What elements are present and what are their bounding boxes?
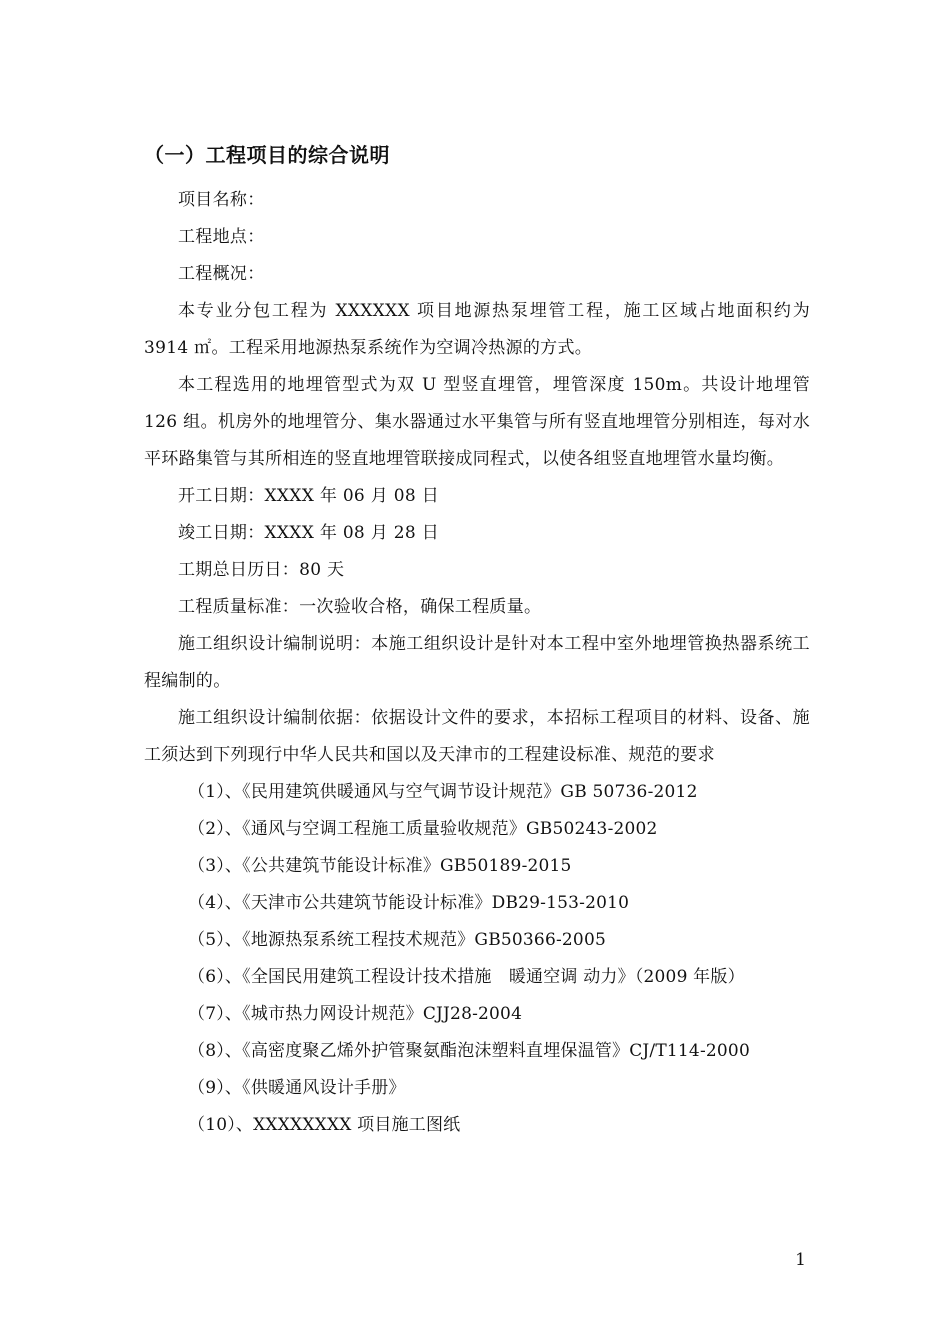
reference-list <box>144 774 810 1144</box>
paragraph-pipe-type: 本工程选用的地埋管型式为双 U 型竖直埋管，埋管深度 150m。共设计地埋管 126 组。机房外的地埋管分、集水器通过水平集管与所有竖直地埋管分别相连，每对水平环路集管与其所相连的竖直地埋管联接成同程式，以使各组竖直地埋管水量均衡。 <box>144 375 810 469</box>
paragraph-design-basis: 施工组织设计编制依据：依据设计文件的要求，本招标工程项目的材料、设备、施工须达到下列现行中华人民共和国以及天津市的工程建设标准、规范的要求 <box>144 708 810 765</box>
reference-item: （8）、《高密度聚乙烯外护管聚氨酯泡沫塑料直埋保温管》CJ/T114-2000 <box>188 1041 750 1061</box>
paragraph-duration: 工期总日历日：80 天 <box>178 560 345 580</box>
field-project-name: 项目名称： <box>178 190 265 210</box>
reference-item: （7）、《城市热力网设计规范》CJJ28-2004 <box>188 1004 523 1024</box>
field-project-location: 工程地点： <box>178 227 265 247</box>
reference-item: （2）、《通风与空调工程施工质量验收规范》GB50243-2002 <box>188 819 658 839</box>
paragraph-quality: 工程质量标准：一次验收合格，确保工程质量。 <box>178 597 542 617</box>
reference-item: （10）、XXXXXXXX 项目施工图纸 <box>188 1115 461 1135</box>
section-heading: （一）工程项目的综合说明 <box>144 143 390 167</box>
reference-item: （5）、《地源热泵系统工程技术规范》GB50366-2005 <box>188 930 606 950</box>
paragraph-design-note: 施工组织设计编制说明：本施工组织设计是针对本工程中室外地埋管换热器系统工程编制的。 <box>144 634 810 691</box>
paragraph-intro: 本专业分包工程为 XXXXXX 项目地源热泵埋管工程，施工区域占地面积约为 3914 ㎡。工程采用地源热泵系统作为空调冷热源的方式。 <box>144 301 810 358</box>
reference-item: （3）、《公共建筑节能设计标准》GB50189-2015 <box>188 856 572 876</box>
reference-item: （6）、《全国民用建筑工程设计技术措施 暖通空调 动力》（2009 年版） <box>188 967 745 987</box>
reference-item: （1）、《民用建筑供暖通风与空气调节设计规范》GB 50736-2012 <box>188 782 698 802</box>
field-project-overview: 工程概况： <box>178 264 265 284</box>
page-number: 1 <box>795 1250 806 1270</box>
reference-item: （9）、《供暖通风设计手册》 <box>188 1078 406 1098</box>
reference-item: （4）、《天津市公共建筑节能设计标准》DB29-153-2010 <box>188 893 630 913</box>
paragraph-start-date: 开工日期：XXXX 年 06 月 08 日 <box>178 486 439 506</box>
document-body <box>144 182 810 1144</box>
paragraph-end-date: 竣工日期：XXXX 年 08 月 28 日 <box>178 523 439 543</box>
